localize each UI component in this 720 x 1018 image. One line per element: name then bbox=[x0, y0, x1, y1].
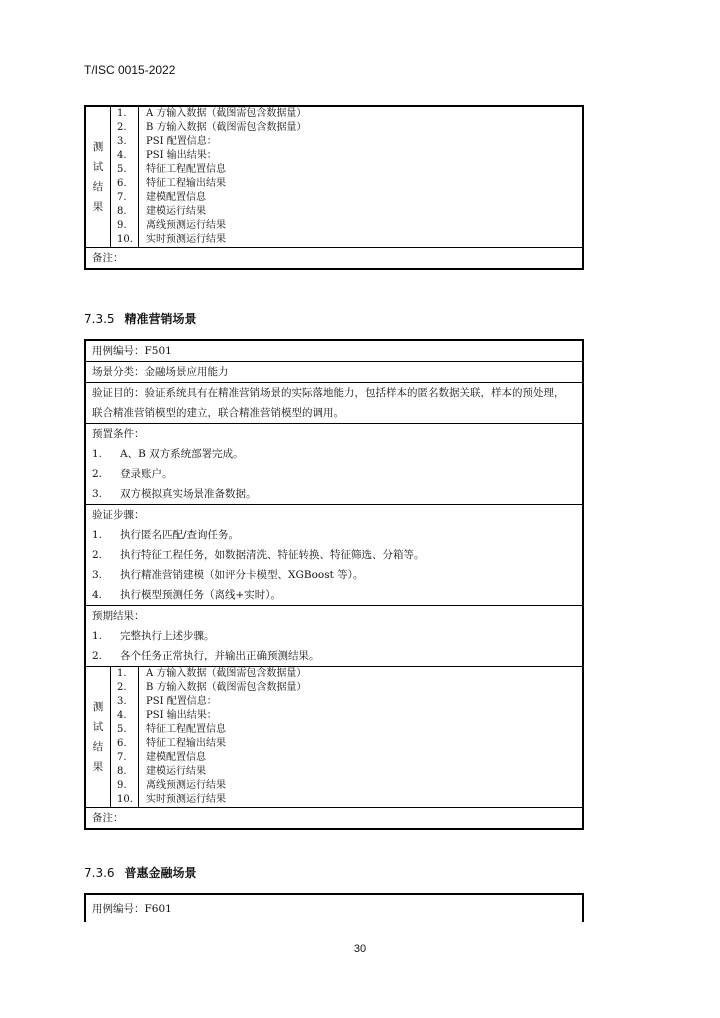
list-item: 2. 登录账户。 bbox=[92, 468, 173, 480]
label-char: 结 bbox=[92, 181, 104, 193]
case-id-row: 用例编号：F601 bbox=[92, 903, 172, 915]
test-results-label bbox=[86, 107, 111, 247]
list-item: 1. 完整执行上述步骤。 bbox=[92, 630, 215, 642]
list-item: 2. 执行特征工程任务，如数据清洗、特征转换、特征筛选、分箱等。 bbox=[92, 549, 425, 561]
list-item: 10. 实时预测运行结果 bbox=[111, 793, 582, 807]
test-results-table-top bbox=[84, 105, 584, 270]
list-item: 3. 执行精准营销建模（如评分卡模型、XGBoost 等）。 bbox=[92, 569, 364, 581]
list-item: 4. PSI 输出结果： bbox=[111, 149, 582, 163]
list-item: 8. 建模运行结果 bbox=[111, 205, 582, 219]
section-title: 精准营销场景 bbox=[124, 312, 197, 326]
label-char: 测 bbox=[92, 141, 104, 153]
label-char: 果 bbox=[92, 761, 104, 773]
list-item: 8. 建模运行结果 bbox=[111, 765, 582, 779]
page-header-standard-id: T/ISC 0015-2022 bbox=[84, 63, 176, 77]
list-item: 1. A 方输入数据（截图需包含数据量） bbox=[111, 107, 582, 121]
section-number: 7.3.5 bbox=[84, 312, 115, 326]
list-item: 7. 建模配置信息 bbox=[111, 751, 582, 765]
test-results-block bbox=[86, 107, 582, 248]
list-item: 3. 双方模拟真实场景准备数据。 bbox=[92, 488, 257, 500]
test-case-table-f601 bbox=[84, 893, 584, 922]
list-item: 9. 离线预测运行结果 bbox=[111, 219, 582, 233]
note-row: 备注： bbox=[92, 252, 124, 264]
list-item: 6. 特征工程输出结果 bbox=[111, 177, 582, 191]
expected-row: 预期结果： 1. 完整执行上述步骤。 2. 各个任务正常执行，并输出正确预测结果。 bbox=[86, 606, 582, 667]
label-char: 试 bbox=[92, 161, 104, 173]
test-results-list bbox=[111, 107, 582, 247]
list-item: 1. 执行匿名匹配/查询任务。 bbox=[92, 529, 240, 541]
category-row: 场景分类：金融场景应用能力 bbox=[86, 362, 582, 383]
list-item: 3. PSI 配置信息： bbox=[111, 695, 582, 709]
label-char: 测 bbox=[92, 701, 104, 713]
test-results-block bbox=[86, 667, 582, 808]
list-item: 1. A、B 双方系统部署完成。 bbox=[92, 448, 244, 460]
section-heading-735 bbox=[84, 310, 197, 327]
label-char: 果 bbox=[92, 201, 104, 213]
test-results-label bbox=[86, 667, 111, 807]
purpose-row: 验证目的：验证系统具有在精准营销场景的实际落地能力，包括样本的匿名数据关联，样本的预处理， 联合精准营销模型的建立，联合精准营销模型的调用。 bbox=[86, 383, 582, 424]
list-item: 6. 特征工程输出结果 bbox=[111, 737, 582, 751]
list-item: 4. PSI 输出结果： bbox=[111, 709, 582, 723]
section-heading-736 bbox=[84, 864, 197, 881]
test-results-list bbox=[111, 667, 582, 807]
case-id-row: 用例编号：F501 bbox=[86, 341, 582, 362]
list-item: 1. A 方输入数据（截图需包含数据量） bbox=[111, 667, 582, 681]
preconditions-row: 预置条件： 1. A、B 双方系统部署完成。 2. 登录账户。 3. 双方模拟真实场景准备数据。 bbox=[86, 424, 582, 505]
list-item: 4. 执行模型预测任务（离线+实时）。 bbox=[92, 589, 282, 601]
list-item: 2. B 方输入数据（截图需包含数据量） bbox=[111, 121, 582, 135]
section-number: 7.3.6 bbox=[84, 866, 115, 880]
note-row: 备注： bbox=[92, 812, 124, 824]
label-char: 结 bbox=[92, 741, 104, 753]
section-title: 普惠金融场景 bbox=[124, 866, 197, 880]
list-item: 2. 各个任务正常执行，并输出正确预测结果。 bbox=[92, 650, 320, 662]
list-item: 9. 离线预测运行结果 bbox=[111, 779, 582, 793]
list-item: 3. PSI 配置信息： bbox=[111, 135, 582, 149]
list-item: 5. 特征工程配置信息 bbox=[111, 723, 582, 737]
list-item: 10. 实时预测运行结果 bbox=[111, 233, 582, 247]
steps-row: 验证步骤： 1. 执行匿名匹配/查询任务。 2. 执行特征工程任务，如数据清洗、特征转换、特征筛选、分箱等。 3. 执行精准营销建模（如评分卡模型、XGBoost 等）。 4. 执行模型预测任务（离线+实时）。 bbox=[86, 505, 582, 606]
page-number: 30 bbox=[353, 943, 367, 955]
list-item: 5. 特征工程配置信息 bbox=[111, 163, 582, 177]
list-item: 7. 建模配置信息 bbox=[111, 191, 582, 205]
list-item: 2. B 方输入数据（截图需包含数据量） bbox=[111, 681, 582, 695]
label-char: 试 bbox=[92, 721, 104, 733]
test-case-table-f501 bbox=[84, 339, 584, 830]
